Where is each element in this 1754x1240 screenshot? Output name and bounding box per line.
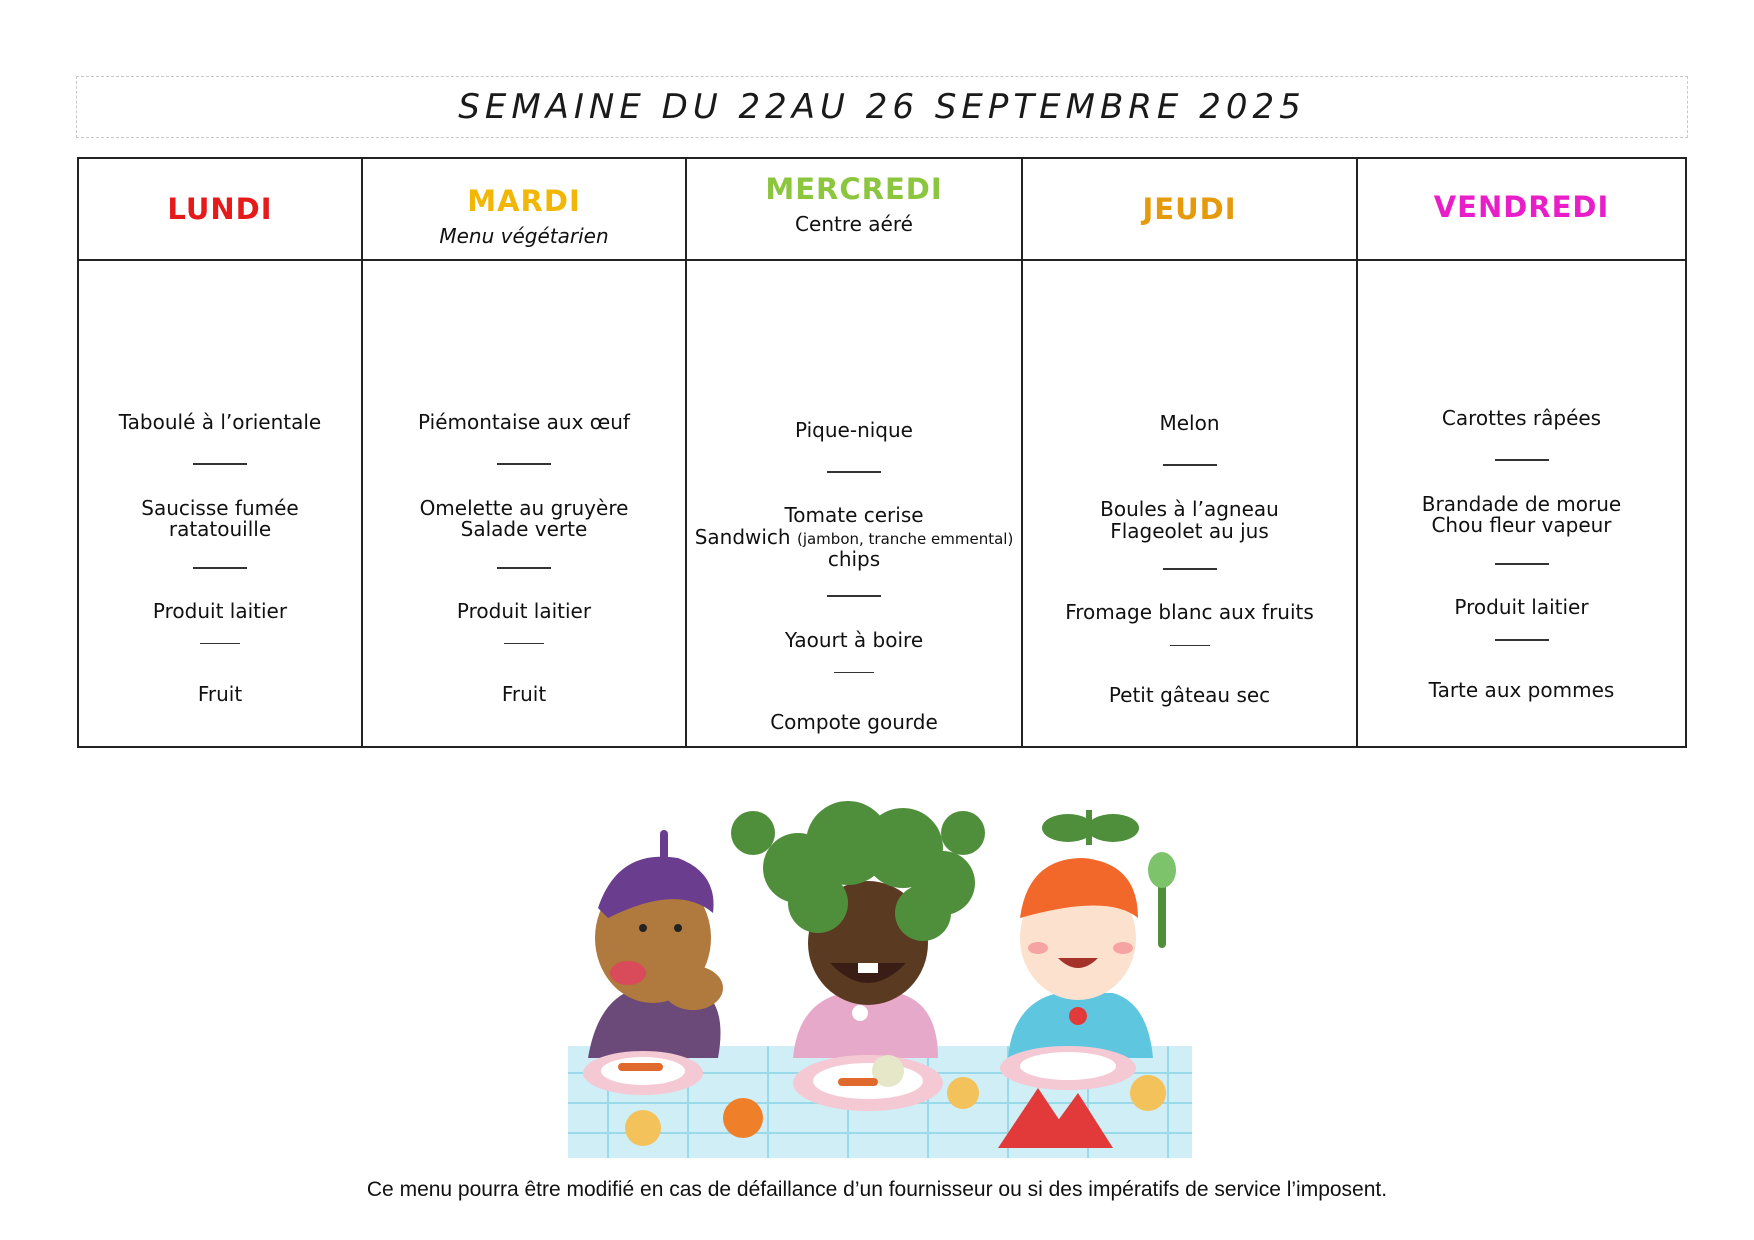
menu-item: ratatouille — [168, 517, 272, 541]
day-name-lundi: LUNDI — [167, 192, 273, 226]
menu-item: Produit laitier — [456, 599, 592, 623]
menu-cell-jeudi — [1023, 261, 1358, 746]
separator — [827, 595, 881, 597]
header-mardi — [363, 159, 687, 259]
menu-item: Saucisse fumée — [141, 496, 299, 520]
menu-item: Brandade de morue — [1421, 492, 1622, 516]
header-jeudi — [1023, 159, 1358, 259]
menu-item: Carottes râpées — [1441, 406, 1602, 430]
header-vendredi — [1358, 159, 1685, 259]
separator — [193, 463, 247, 465]
menu-cell-mardi — [363, 261, 687, 746]
separator — [193, 567, 247, 569]
weekly-menu-table — [77, 157, 1687, 748]
separator — [1163, 568, 1217, 570]
menu-cell-mercredi — [687, 261, 1023, 746]
menu-cell-lundi — [79, 261, 363, 746]
separator — [827, 471, 881, 473]
kids-eating-illustration — [568, 788, 1192, 1158]
menu-item: Pique-nique — [795, 418, 913, 442]
menu-item: Yaourt à boire — [784, 628, 924, 652]
separator — [1163, 464, 1217, 466]
menu-item: chips — [827, 547, 881, 571]
menu-item: Boules à l’agneau — [1100, 497, 1279, 521]
separator — [1495, 563, 1549, 565]
menu-item: Salade verte — [460, 517, 588, 541]
separator — [1170, 645, 1210, 646]
day-subtitle-mercredi: Centre aéré — [795, 212, 913, 236]
separator — [834, 672, 874, 673]
menu-item: Taboulé à l’orientale — [118, 410, 322, 434]
title-box — [76, 76, 1688, 138]
menu-item: Produit laitier — [152, 599, 288, 623]
page-title: SEMAINE DU 22AU 26 SEPTEMBRE 2025 — [458, 87, 1306, 127]
separator — [1495, 459, 1549, 461]
day-name-mardi: MARDI — [467, 184, 581, 218]
menu-item-detail: (jambon, tranche emmental) — [796, 530, 1014, 548]
menu-item: Compote gourde — [770, 710, 938, 734]
menu-item: Fromage blanc aux fruits — [1065, 600, 1314, 624]
menu-item: Melon — [1159, 411, 1220, 435]
separator — [1495, 639, 1549, 641]
separator — [497, 567, 551, 569]
menu-item: Fruit — [501, 682, 547, 706]
menu-item: Sandwich — [694, 525, 791, 549]
footer-note: Ce menu pourra être modifié en cas de défaillance d’un fournisseur ou si des impératifs de service l’imposent. — [366, 1178, 1388, 1201]
header-row — [79, 159, 1685, 261]
menu-item: Petit gâteau sec — [1108, 683, 1271, 707]
menu-item: Flageolet au jus — [1110, 519, 1269, 543]
day-subtitle-mardi: Menu végétarien — [439, 224, 609, 248]
menu-item: Produit laitier — [1454, 595, 1589, 619]
header-mercredi — [687, 159, 1023, 259]
separator — [200, 643, 240, 644]
menu-cell-vendredi — [1358, 261, 1685, 746]
menu-item: Tomate cerise — [784, 503, 924, 527]
separator — [504, 643, 544, 644]
menu-item: Tarte aux pommes — [1428, 678, 1615, 702]
menu-item: Chou fleur vapeur — [1431, 513, 1612, 537]
separator — [497, 463, 551, 465]
menu-item: Piémontaise aux œuf — [418, 410, 630, 434]
day-name-mercredi: MERCREDI — [765, 172, 943, 206]
menu-body-row — [79, 261, 1685, 746]
menu-item: Fruit — [197, 682, 243, 706]
menu-item: Omelette au gruyère — [419, 496, 629, 520]
header-lundi — [79, 159, 363, 259]
day-name-jeudi: JEUDI — [1142, 192, 1237, 226]
day-name-vendredi: VENDREDI — [1433, 190, 1610, 224]
